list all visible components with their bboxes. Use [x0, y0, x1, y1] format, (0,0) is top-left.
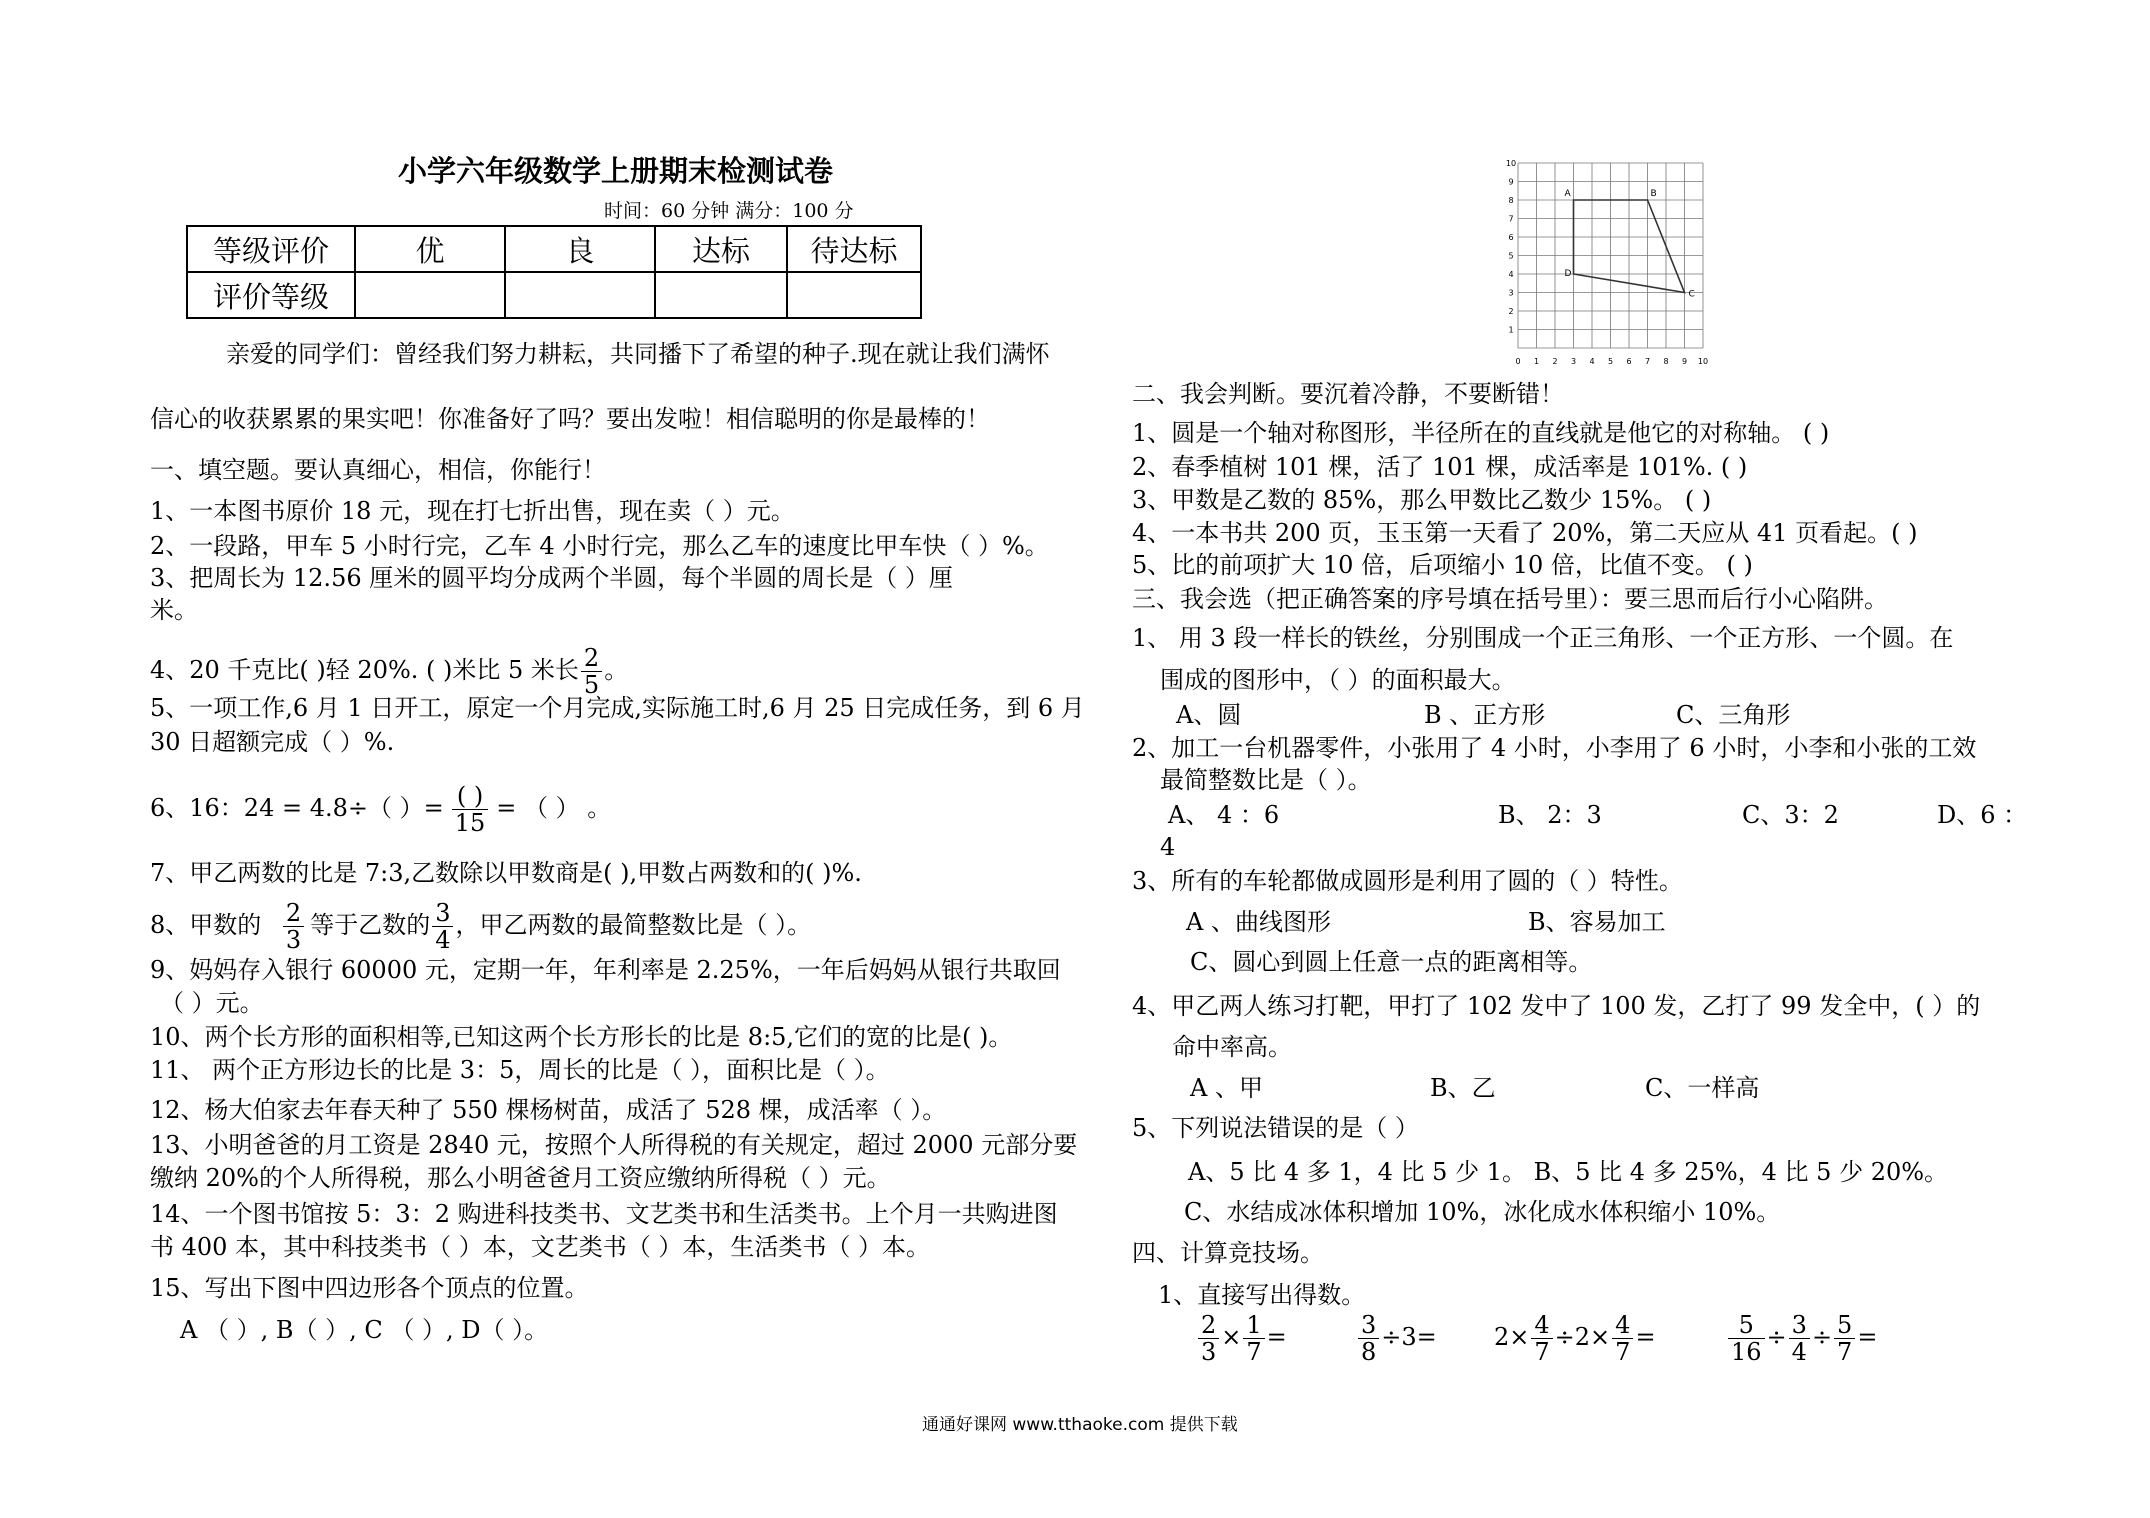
- denominator: 7: [1615, 1338, 1631, 1366]
- fraction: [1358, 1312, 1379, 1365]
- s3-q3-option-a: A 、曲线图形: [1186, 908, 1331, 936]
- s3-q3: 3、所有的车轮都做成圆形是利用了圆的（ ）特性。: [1132, 867, 1683, 895]
- s3-q4b: 命中率高。: [1172, 1033, 1292, 1061]
- page-title: 小学六年级数学上册期末检测试卷: [398, 154, 834, 188]
- s1-q5a: 5、一项工作,6 月 1 日开工，原定一个月完成,实际施工时,6 月 25 日完成任务，到 6 月: [150, 694, 1085, 722]
- x-tick-label: 1: [1533, 357, 1540, 366]
- vertex-label: D: [1564, 269, 1572, 279]
- s1-q8-a: 8、甲数的: [150, 911, 262, 939]
- s3-q5: 5、下列说法错误的是（ ）: [1132, 1114, 1419, 1142]
- expression-1: [1196, 1307, 1287, 1367]
- time-info: 时间：60 分钟 满分：100 分: [604, 200, 854, 222]
- s1-q8: [150, 895, 811, 955]
- numerator: 4: [1531, 1312, 1552, 1339]
- s3-q1-option-b: B 、正方形: [1424, 701, 1546, 729]
- grade-empty-cell[interactable]: [355, 272, 505, 318]
- s3-q4-option-c: C、一样高: [1645, 1074, 1760, 1102]
- equals: =: [1635, 1323, 1656, 1351]
- s3-q2-option-b: B、 2：3: [1498, 801, 1602, 829]
- s1-q4: [150, 640, 628, 700]
- fraction: [1789, 1312, 1810, 1365]
- coordinate-grid: [1500, 160, 1730, 374]
- section1-heading: 一、填空题。要认真细心，相信，你能行！: [150, 456, 606, 484]
- s3-q5-option-ab: A、5 比 4 多 1，4 比 5 少 1。 B、5 比 4 多 25%，4 比 5 少 20%。: [1188, 1158, 1949, 1186]
- s3-q2b: 最简整数比是（ ）。: [1160, 766, 1372, 794]
- s2-q2: 2、春季植树 101 棵，活了 101 棵，成活率是 101%. ( ): [1132, 453, 1748, 481]
- section3-heading: 三、我会选（把正确答案的序号填在括号里）：要三思而后行小心陷阱。: [1132, 585, 1888, 613]
- s1-q13b: 缴纳 20%的个人所得税，那么小明爸爸月工资应缴纳所得税（ ）元。: [150, 1164, 891, 1192]
- intro-line-1: 亲爱的同学们：曾经我们努力耕耘，共同播下了希望的种子.现在就让我们满怀: [226, 340, 1050, 368]
- s3-q2-option-c: C、3：2: [1742, 801, 1839, 829]
- operator: ×: [1221, 1323, 1242, 1351]
- s1-q14a: 14、一个图书馆按 5：3：2 购进科技类书、文艺类书和生活类书。上个月一共购进图: [150, 1200, 1058, 1228]
- s1-q1: 1、一本图书原价 18 元，现在打七折出售，现在卖（ ）元。: [150, 497, 795, 525]
- x-tick-label: 3: [1570, 357, 1577, 366]
- s1-q15: 15、写出下图中四边形各个顶点的位置。: [150, 1274, 589, 1302]
- s3-q2-option-a: A、 4 ：6: [1168, 801, 1280, 829]
- s3-q2a: 2、加工一台机器零件，小张用了 4 小时，小李用了 6 小时，小李和小张的工效: [1132, 734, 1977, 762]
- operator: ÷2×: [1554, 1323, 1611, 1351]
- s3-q1-option-c: C、三角形: [1676, 701, 1791, 729]
- s1-q8-c: ，甲乙两数的最简整数比是（ ）。: [455, 911, 812, 939]
- grade-header-cell: 待达标: [787, 226, 921, 272]
- numerator: 5: [1728, 1312, 1765, 1339]
- fraction: [1612, 1312, 1633, 1365]
- numerator: 5: [1834, 1312, 1855, 1339]
- numerator: 2: [1198, 1312, 1219, 1339]
- s1-q3b: 米。: [150, 596, 198, 624]
- grid-svg: [1500, 160, 1730, 370]
- s2-q3: 3、甲数是乙数的 85%，那么甲数比乙数少 15%。 ( ): [1132, 486, 1712, 514]
- equals: ÷3=: [1381, 1323, 1437, 1351]
- s1-q6: [150, 776, 611, 840]
- denominator: 3: [1201, 1338, 1217, 1366]
- denominator: 8: [1361, 1338, 1377, 1366]
- fraction: [1531, 1312, 1552, 1365]
- s1-q15-answer: A （ ）, B（ ）, C （ ）, D（ ）。: [180, 1316, 549, 1344]
- grade-table: [186, 225, 922, 319]
- s3-q2-option-d: D、6 ：: [1937, 801, 2028, 829]
- s1-q6-text: 6、16：24 = 4.8÷（ ）=: [150, 794, 444, 822]
- grade-header-cell: 达标: [655, 226, 787, 272]
- grade-header-cell: 优: [355, 226, 505, 272]
- s3-q3-option-b: B、容易加工: [1528, 908, 1666, 936]
- numerator: 2: [581, 645, 602, 672]
- numerator: 3: [432, 900, 453, 927]
- s1-q9b: （ ）元。: [160, 989, 264, 1017]
- s1-q10: 10、两个长方形的面积相等,已知这两个长方形长的比是 8:5,它们的宽的比是( )。: [150, 1023, 1013, 1051]
- s1-q4-text: 4、20 千克比( )轻 20%. ( )米比 5 米长: [150, 656, 579, 684]
- fraction: [1834, 1312, 1855, 1365]
- s3-q3-option-c: C、圆心到圆上任意一点的距离相等。: [1190, 948, 1593, 976]
- grade-row-label: 评价等级: [187, 272, 355, 318]
- grade-empty-cell[interactable]: [787, 272, 921, 318]
- denominator: 16: [1731, 1338, 1762, 1366]
- y-tick-label: 7: [1508, 214, 1514, 224]
- expression-prefix: 2×: [1494, 1323, 1530, 1351]
- s4-sub1: 1、直接写出得数。: [1158, 1281, 1366, 1309]
- s1-q14b: 书 400 本，其中科技类书（ ）本，文艺类书（ ）本，生活类书（ ）本。: [150, 1233, 930, 1261]
- denominator: 15: [454, 809, 486, 837]
- denominator: 3: [285, 926, 302, 954]
- grade-header-cell: 等级评价: [187, 226, 355, 272]
- s2-q5: 5、比的前项扩大 10 倍，后项缩小 10 倍，比值不变。 ( ): [1132, 551, 1753, 579]
- x-tick-label: 10: [1697, 357, 1709, 366]
- grade-empty-cell[interactable]: [655, 272, 787, 318]
- s3-q5-option-c: C、水结成冰体积增加 10%，冰化成水体积缩小 10%。: [1184, 1198, 1781, 1226]
- y-tick-label: 9: [1508, 177, 1514, 187]
- equals: =: [1857, 1323, 1878, 1351]
- x-tick-label: 4: [1589, 357, 1595, 366]
- operator: ÷: [1766, 1323, 1787, 1351]
- s3-q4-option-b: B、乙: [1430, 1074, 1496, 1102]
- s3-q4a: 4、甲乙两人练习打靶，甲打了 102 发中了 100 发，乙打了 99 发全中，( ）的: [1132, 992, 1981, 1020]
- numerator: 3: [1358, 1312, 1379, 1339]
- expression-3: [1494, 1307, 1656, 1367]
- y-tick-label: 4: [1508, 270, 1514, 279]
- section4-heading: 四、计算竞技场。: [1132, 1239, 1324, 1267]
- s1-q7: 7、甲乙两数的比是 7:3,乙数除以甲数商是( ),甲数占两数和的( )%.: [150, 859, 862, 887]
- s1-q4-end: 。: [604, 656, 629, 684]
- x-tick-label: 6: [1626, 357, 1632, 366]
- y-tick-label: 2: [1508, 307, 1514, 316]
- fraction: [1728, 1312, 1765, 1365]
- s1-q8-b: 等于乙数的: [310, 911, 431, 939]
- x-tick-label: 5: [1607, 357, 1614, 366]
- s2-q4: 4、一本书共 200 页，玉玉第一天看了 20%，第二天应从 41 页看起。( ): [1132, 519, 1918, 547]
- numerator: 4: [1612, 1312, 1633, 1339]
- s1-q11: 11、 两个正方形边长的比是 3：5，周长的比是（ ），面积比是（ ）。: [150, 1056, 890, 1084]
- x-tick-label: 9: [1681, 357, 1688, 366]
- s3-q1b: 围成的图形中，（ ）的面积最大。: [1160, 666, 1516, 694]
- fraction: [452, 783, 489, 836]
- grade-empty-cell[interactable]: [505, 272, 655, 318]
- intro-line-2: 信心的收获累累的果实吧！你准备好了吗？要出发啦！相信聪明的你是最棒的！: [150, 405, 990, 433]
- vertex-label: A: [1564, 189, 1571, 199]
- y-tick-label: 10: [1505, 160, 1517, 168]
- y-tick-label: 5: [1508, 251, 1514, 261]
- s3-q4-option-a: A 、甲: [1190, 1074, 1263, 1102]
- numerator: 1: [1243, 1312, 1264, 1339]
- s3-q1a: 1、 用 3 段一样长的铁丝，分别围成一个正三角形、一个正方形、一个圆。在: [1132, 624, 1954, 652]
- x-tick-label: 2: [1552, 357, 1558, 366]
- s1-q12: 12、杨大伯家去年春天种了 550 棵杨树苗，成活了 528 棵，成活率（ ）。: [150, 1096, 947, 1124]
- fraction: [581, 645, 602, 698]
- fraction: [432, 900, 453, 953]
- y-tick-label: 6: [1508, 233, 1514, 242]
- denominator: 4: [435, 926, 451, 954]
- footer: 通通好课网 www.tthaoke.com 提供下载: [922, 1415, 1238, 1435]
- denominator: 4: [1791, 1338, 1807, 1366]
- equals: =: [1266, 1323, 1287, 1351]
- s3-q2-option-d-wrap: 4: [1160, 833, 1176, 861]
- x-tick-label: 8: [1663, 357, 1669, 366]
- s3-q1-option-a: A、圆: [1176, 701, 1242, 729]
- s2-q1: 1、圆是一个轴对称图形，半径所在的直线就是他它的对称轴。 ( ): [1132, 419, 1830, 447]
- s1-q2: 2、一段路，甲车 5 小时行完，乙车 4 小时行完，那么乙车的速度比甲车快（ ）%。: [150, 532, 1049, 560]
- fraction: [283, 900, 304, 953]
- denominator: 5: [583, 671, 600, 699]
- denominator: 7: [1246, 1338, 1262, 1366]
- denominator: 7: [1534, 1338, 1550, 1366]
- x-tick-label: 7: [1644, 357, 1651, 366]
- expression-4: [1726, 1307, 1877, 1367]
- y-tick-label: 3: [1508, 288, 1514, 298]
- numerator: ( ): [452, 783, 489, 810]
- grade-header-cell: 良: [505, 226, 655, 272]
- s1-q9a: 9、妈妈存入银行 60000 元，定期一年，年利率是 2.25%，一年后妈妈从银行共取回: [150, 956, 1061, 984]
- vertex-label: B: [1650, 189, 1657, 199]
- x-tick-label: 0: [1515, 357, 1521, 366]
- fraction: [1198, 1312, 1219, 1365]
- denominator: 7: [1837, 1338, 1853, 1366]
- numerator: 2: [283, 900, 304, 927]
- fraction: [1243, 1312, 1264, 1365]
- section2-heading: 二、我会判断。要沉着冷静，不要断错！: [1132, 380, 1564, 408]
- expression-2: [1356, 1307, 1437, 1367]
- numerator: 3: [1789, 1312, 1810, 1339]
- s1-q5b: 30 日超额完成（ ）%.: [150, 728, 395, 756]
- operator: ÷: [1811, 1323, 1833, 1351]
- s1-q3a: 3、把周长为 12.56 厘米的圆平均分成两个半圆，每个半圆的周长是（ ）厘: [150, 564, 953, 592]
- y-tick-label: 1: [1508, 325, 1514, 335]
- s1-q13a: 13、小明爸爸的月工资是 2840 元，按照个人所得税的有关规定，超过 2000 元部分要: [150, 1131, 1078, 1159]
- y-tick-label: 8: [1508, 196, 1514, 205]
- vertex-label: C: [1688, 289, 1695, 300]
- s1-q6-end: = （ ） 。: [496, 794, 612, 822]
